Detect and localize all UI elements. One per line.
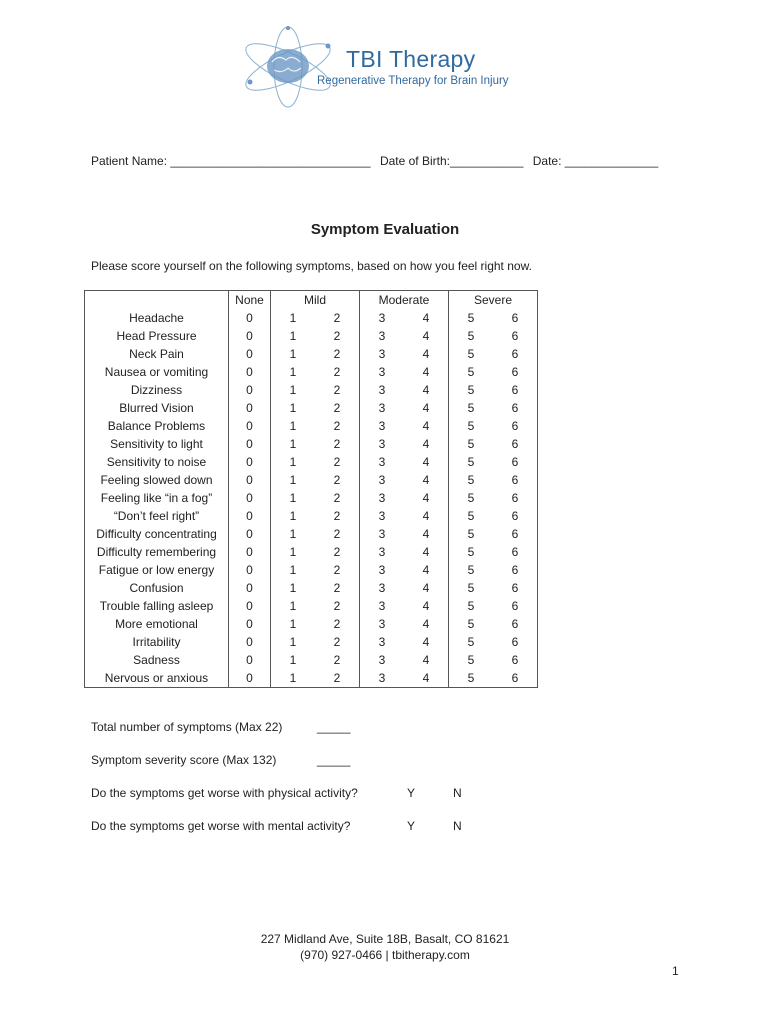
table-row [85, 471, 538, 489]
symptom-name: Feeling like “in a fog” [85, 489, 229, 507]
score-option-5[interactable]: 5 [449, 345, 494, 363]
score-option-5[interactable]: 5 [449, 435, 494, 453]
score-option-3[interactable]: 3 [360, 453, 405, 471]
score-option-2[interactable]: 2 [315, 327, 360, 345]
symptom-name: Difficulty concentrating [85, 525, 229, 543]
header-blank [85, 291, 229, 310]
score-option-1[interactable]: 1 [271, 471, 316, 489]
score-option-0[interactable]: 0 [229, 417, 271, 435]
symptom-name: Irritability [85, 633, 229, 651]
symptom-name: Sadness [85, 651, 229, 669]
symptom-name: Confusion [85, 579, 229, 597]
score-option-1[interactable]: 1 [271, 543, 316, 561]
severity-score-row [91, 753, 351, 767]
score-option-4[interactable]: 4 [404, 399, 449, 417]
score-option-0[interactable]: 0 [229, 381, 271, 399]
score-option-6[interactable]: 6 [493, 399, 538, 417]
score-option-3[interactable]: 3 [360, 543, 405, 561]
symptom-name: Blurred Vision [85, 399, 229, 417]
table-row [85, 543, 538, 561]
table-row [85, 453, 538, 471]
table-row [85, 615, 538, 633]
patient-info-line [91, 154, 664, 168]
score-option-2[interactable]: 2 [315, 453, 360, 471]
score-option-0[interactable]: 0 [229, 543, 271, 561]
score-option-4[interactable]: 4 [404, 651, 449, 669]
score-option-3[interactable]: 3 [360, 363, 405, 381]
score-option-6[interactable]: 6 [493, 327, 538, 345]
score-option-4[interactable]: 4 [404, 453, 449, 471]
score-option-5[interactable]: 5 [449, 579, 494, 597]
score-option-6[interactable]: 6 [493, 579, 538, 597]
score-option-5[interactable]: 5 [449, 525, 494, 543]
table-row [85, 399, 538, 417]
score-option-4[interactable]: 4 [404, 525, 449, 543]
score-option-3[interactable]: 3 [360, 669, 405, 688]
table-row [85, 417, 538, 435]
score-option-2[interactable]: 2 [315, 363, 360, 381]
score-option-3[interactable]: 3 [360, 615, 405, 633]
score-option-3[interactable]: 3 [360, 633, 405, 651]
score-option-6[interactable]: 6 [493, 453, 538, 471]
score-option-0[interactable]: 0 [229, 615, 271, 633]
score-option-2[interactable]: 2 [315, 345, 360, 363]
score-option-0[interactable]: 0 [229, 435, 271, 453]
score-option-3[interactable]: 3 [360, 651, 405, 669]
symptom-name: Difficulty remembering [85, 543, 229, 561]
score-option-0[interactable]: 0 [229, 345, 271, 363]
score-option-4[interactable]: 4 [404, 345, 449, 363]
score-option-3[interactable]: 3 [360, 597, 405, 615]
physical-activity-question: Do the symptoms get worse with physical activity? [91, 786, 358, 800]
score-option-4[interactable]: 4 [404, 507, 449, 525]
score-option-2[interactable]: 2 [315, 651, 360, 669]
footer-address: 227 Midland Ave, Suite 18B, Basalt, CO 81621 [260, 932, 510, 946]
score-option-0[interactable]: 0 [229, 453, 271, 471]
mental-yes-option[interactable]: Y [407, 819, 416, 833]
symptom-name: Balance Problems [85, 417, 229, 435]
physical-yes-option[interactable]: Y [407, 786, 416, 800]
score-option-4[interactable]: 4 [404, 381, 449, 399]
header-none: None [229, 291, 271, 310]
score-option-1[interactable]: 1 [271, 309, 316, 327]
score-option-2[interactable]: 2 [315, 579, 360, 597]
symptom-name: Nausea or vomiting [85, 363, 229, 381]
symptom-name: Head Pressure [85, 327, 229, 345]
score-option-6[interactable]: 6 [493, 309, 538, 327]
symptom-name: Nervous or anxious [85, 669, 229, 688]
score-option-2[interactable]: 2 [315, 435, 360, 453]
page-title: Symptom Evaluation [310, 221, 460, 238]
score-option-3[interactable]: 3 [360, 327, 405, 345]
score-option-3[interactable]: 3 [360, 399, 405, 417]
score-option-0[interactable]: 0 [229, 669, 271, 688]
score-option-5[interactable]: 5 [449, 561, 494, 579]
table-row [85, 345, 538, 363]
score-option-3[interactable]: 3 [360, 309, 405, 327]
score-option-0[interactable]: 0 [229, 507, 271, 525]
score-option-0[interactable]: 0 [229, 579, 271, 597]
score-option-5[interactable]: 5 [449, 669, 494, 688]
symptom-name: Fatigue or low energy [85, 561, 229, 579]
table-row [85, 309, 538, 327]
score-option-0[interactable]: 0 [229, 651, 271, 669]
score-option-2[interactable]: 2 [315, 399, 360, 417]
score-option-0[interactable]: 0 [229, 309, 271, 327]
score-option-5[interactable]: 5 [449, 399, 494, 417]
score-option-1[interactable]: 1 [271, 417, 316, 435]
score-option-1[interactable]: 1 [271, 633, 316, 651]
score-option-6[interactable]: 6 [493, 471, 538, 489]
score-option-0[interactable]: 0 [229, 489, 271, 507]
score-option-1[interactable]: 1 [271, 561, 316, 579]
score-option-6[interactable]: 6 [493, 543, 538, 561]
score-option-5[interactable]: 5 [449, 633, 494, 651]
table-header-row [85, 291, 538, 310]
symptom-name: Dizziness [85, 381, 229, 399]
score-option-2[interactable]: 2 [315, 525, 360, 543]
patient-name-field[interactable]: Patient Name: ______________________________ [91, 154, 371, 168]
symptom-table [84, 290, 538, 688]
mental-activity-question: Do the symptoms get worse with mental activity? [91, 819, 351, 833]
score-option-6[interactable]: 6 [493, 363, 538, 381]
table-row [85, 597, 538, 615]
score-option-2[interactable]: 2 [315, 417, 360, 435]
score-option-0[interactable]: 0 [229, 363, 271, 381]
score-option-1[interactable]: 1 [271, 669, 316, 688]
score-option-5[interactable]: 5 [449, 489, 494, 507]
brand-title: TBI Therapy [346, 46, 476, 72]
score-option-5[interactable]: 5 [449, 453, 494, 471]
score-option-6[interactable]: 6 [493, 435, 538, 453]
brain-atom-logo-icon [240, 24, 350, 110]
score-option-1[interactable]: 1 [271, 363, 316, 381]
physical-activity-row [91, 786, 462, 800]
score-option-4[interactable]: 4 [404, 489, 449, 507]
score-option-3[interactable]: 3 [360, 507, 405, 525]
score-option-3[interactable]: 3 [360, 525, 405, 543]
score-option-5[interactable]: 5 [449, 543, 494, 561]
table-row [85, 651, 538, 669]
table-row [85, 579, 538, 597]
score-option-3[interactable]: 3 [360, 579, 405, 597]
table-row [85, 561, 538, 579]
score-option-0[interactable]: 0 [229, 597, 271, 615]
score-option-5[interactable]: 5 [449, 327, 494, 345]
table-row [85, 327, 538, 345]
score-option-3[interactable]: 3 [360, 471, 405, 489]
table-row [85, 669, 538, 688]
table-row [85, 489, 538, 507]
score-option-2[interactable]: 2 [315, 471, 360, 489]
score-option-5[interactable]: 5 [449, 507, 494, 525]
header-moderate: Moderate [360, 291, 449, 310]
score-option-6[interactable]: 6 [493, 525, 538, 543]
severity-score-label: Symptom severity score (Max 132) [91, 753, 277, 767]
mental-activity-row [91, 819, 462, 833]
score-option-2[interactable]: 2 [315, 507, 360, 525]
symptom-name: Sensitivity to light [85, 435, 229, 453]
score-option-4[interactable]: 4 [404, 597, 449, 615]
score-option-6[interactable]: 6 [493, 633, 538, 651]
symptom-name: “Don’t feel right” [85, 507, 229, 525]
score-option-5[interactable]: 5 [449, 309, 494, 327]
score-option-1[interactable]: 1 [271, 327, 316, 345]
score-option-4[interactable]: 4 [404, 543, 449, 561]
score-option-5[interactable]: 5 [449, 615, 494, 633]
score-option-3[interactable]: 3 [360, 561, 405, 579]
severity-score-blank[interactable]: _____ [317, 753, 351, 767]
score-option-4[interactable]: 4 [404, 327, 449, 345]
score-option-1[interactable]: 1 [271, 489, 316, 507]
footer [0, 931, 770, 963]
score-option-5[interactable]: 5 [449, 651, 494, 669]
score-option-6[interactable]: 6 [493, 489, 538, 507]
score-option-3[interactable]: 3 [360, 417, 405, 435]
score-option-4[interactable]: 4 [404, 471, 449, 489]
score-option-2[interactable]: 2 [315, 489, 360, 507]
table-row [85, 435, 538, 453]
score-option-6[interactable]: 6 [493, 417, 538, 435]
score-option-2[interactable]: 2 [315, 381, 360, 399]
score-option-2[interactable]: 2 [315, 633, 360, 651]
score-option-5[interactable]: 5 [449, 417, 494, 435]
score-option-2[interactable]: 2 [315, 669, 360, 688]
date-of-birth-field[interactable]: Date of Birth:___________ [379, 154, 524, 168]
score-option-2[interactable]: 2 [315, 309, 360, 327]
score-option-4[interactable]: 4 [404, 561, 449, 579]
symptom-name: More emotional [85, 615, 229, 633]
page-number: 1 [672, 964, 679, 978]
score-option-4[interactable]: 4 [404, 435, 449, 453]
logo [240, 24, 550, 110]
instructions: Please score yourself on the following symptoms, based on how you feel right now. [91, 259, 532, 273]
score-option-3[interactable]: 3 [360, 345, 405, 363]
symptom-name: Headache [85, 309, 229, 327]
score-option-1[interactable]: 1 [271, 345, 316, 363]
score-option-2[interactable]: 2 [315, 561, 360, 579]
score-option-1[interactable]: 1 [271, 507, 316, 525]
score-option-0[interactable]: 0 [229, 327, 271, 345]
score-option-1[interactable]: 1 [271, 453, 316, 471]
score-option-0[interactable]: 0 [229, 633, 271, 651]
score-option-1[interactable]: 1 [271, 651, 316, 669]
score-option-5[interactable]: 5 [449, 363, 494, 381]
total-symptoms-label: Total number of symptoms (Max 22) [91, 720, 283, 734]
score-option-6[interactable]: 6 [493, 651, 538, 669]
score-option-1[interactable]: 1 [271, 579, 316, 597]
total-symptoms-row [91, 720, 351, 734]
table-row [85, 507, 538, 525]
score-option-3[interactable]: 3 [360, 489, 405, 507]
score-option-4[interactable]: 4 [404, 615, 449, 633]
brand-subtitle: Regenerative Therapy for Brain Injury [317, 75, 509, 87]
total-symptoms-blank[interactable]: _____ [317, 720, 351, 734]
score-option-1[interactable]: 1 [271, 399, 316, 417]
score-option-1[interactable]: 1 [271, 381, 316, 399]
score-option-3[interactable]: 3 [360, 435, 405, 453]
header-mild: Mild [271, 291, 360, 310]
score-option-3[interactable]: 3 [360, 381, 405, 399]
symptom-name: Feeling slowed down [85, 471, 229, 489]
score-option-5[interactable]: 5 [449, 471, 494, 489]
score-option-6[interactable]: 6 [493, 381, 538, 399]
score-option-1[interactable]: 1 [271, 435, 316, 453]
score-option-4[interactable]: 4 [404, 579, 449, 597]
symptom-name: Neck Pain [85, 345, 229, 363]
score-option-5[interactable]: 5 [449, 381, 494, 399]
score-option-4[interactable]: 4 [404, 633, 449, 651]
score-option-2[interactable]: 2 [315, 597, 360, 615]
score-option-4[interactable]: 4 [404, 669, 449, 688]
footer-contact: (970) 927-0466 | tbitherapy.com [300, 948, 470, 962]
score-option-0[interactable]: 0 [229, 471, 271, 489]
score-option-2[interactable]: 2 [315, 615, 360, 633]
score-option-0[interactable]: 0 [229, 561, 271, 579]
score-option-4[interactable]: 4 [404, 417, 449, 435]
score-option-2[interactable]: 2 [315, 543, 360, 561]
symptom-name: Sensitivity to noise [85, 453, 229, 471]
table-row [85, 633, 538, 651]
score-option-1[interactable]: 1 [271, 615, 316, 633]
score-option-6[interactable]: 6 [493, 507, 538, 525]
score-option-4[interactable]: 4 [404, 309, 449, 327]
table-row [85, 525, 538, 543]
physical-no-option[interactable]: N [453, 786, 462, 800]
table-row [85, 381, 538, 399]
score-option-4[interactable]: 4 [404, 363, 449, 381]
mental-no-option[interactable]: N [453, 819, 462, 833]
score-option-1[interactable]: 1 [271, 525, 316, 543]
table-row [85, 363, 538, 381]
score-option-5[interactable]: 5 [449, 597, 494, 615]
score-option-6[interactable]: 6 [493, 597, 538, 615]
score-option-6[interactable]: 6 [493, 669, 538, 688]
score-option-6[interactable]: 6 [493, 561, 538, 579]
score-option-0[interactable]: 0 [229, 525, 271, 543]
score-option-6[interactable]: 6 [493, 345, 538, 363]
score-option-1[interactable]: 1 [271, 597, 316, 615]
date-field[interactable]: Date: ______________ [532, 154, 659, 168]
score-option-0[interactable]: 0 [229, 399, 271, 417]
score-option-6[interactable]: 6 [493, 615, 538, 633]
symptom-name: Trouble falling asleep [85, 597, 229, 615]
header-severe: Severe [449, 291, 538, 310]
